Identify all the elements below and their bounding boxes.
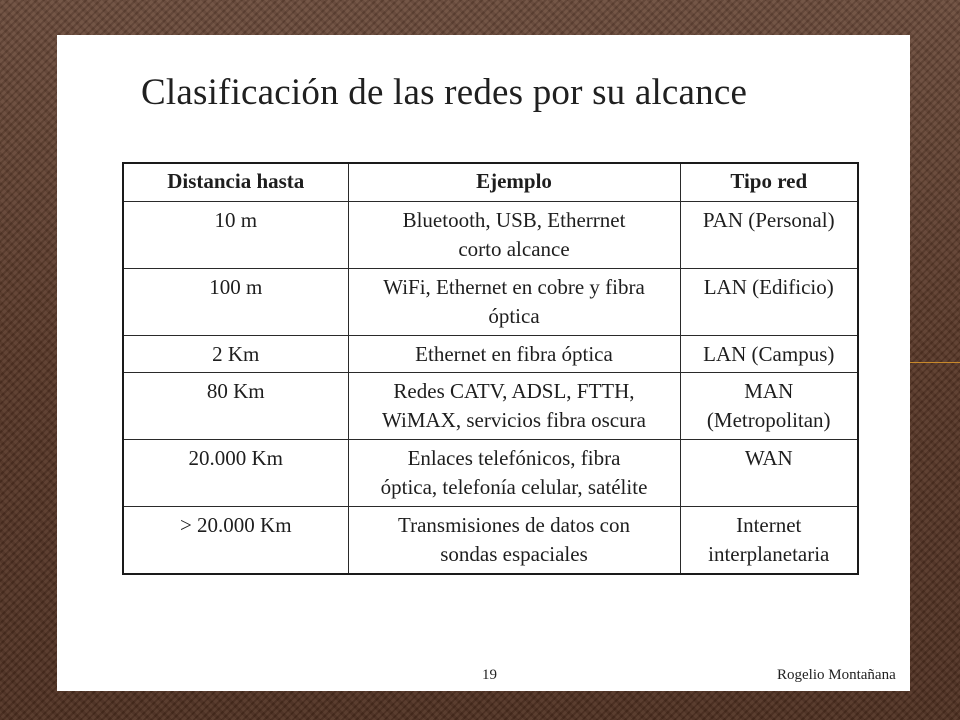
cell-text: (Metropolitan) (706, 408, 831, 432)
cell-text: Ethernet en fibra óptica (415, 342, 613, 366)
table-row (123, 373, 858, 440)
cell-text: 100 m (209, 275, 263, 299)
cell-text: Bluetooth, USB, Etherrnet (402, 208, 626, 232)
cell-text: Redes CATV, ADSL, FTTH, (393, 379, 635, 403)
cell-text: óptica, telefonía celular, satélite (380, 475, 648, 499)
cell-network-type (680, 202, 858, 269)
cell-text: PAN (Personal) (702, 208, 835, 232)
cell-text: > 20.000 Km (179, 513, 292, 537)
cell-distance (123, 269, 348, 336)
cell-network-type (680, 507, 858, 575)
header-network-type: Tipo red (680, 163, 858, 202)
cell-text: Transmisiones de datos con (398, 513, 630, 537)
cell-example (348, 440, 680, 507)
network-classification-table (122, 162, 859, 575)
slide (57, 35, 910, 691)
table-row (123, 336, 858, 373)
author-name: Rogelio Montañana (777, 667, 896, 683)
cell-text: Internet (736, 513, 802, 537)
table-row (123, 440, 858, 507)
cell-text: interplanetaria (708, 542, 830, 566)
cell-text: óptica (488, 304, 540, 328)
cell-example (348, 373, 680, 440)
header-distance: Distancia hasta (123, 163, 348, 202)
table-header-row (123, 163, 858, 202)
cell-text: 80 Km (206, 379, 265, 403)
page-number: 19 (482, 667, 497, 683)
cell-distance (123, 440, 348, 507)
table-row (123, 507, 858, 575)
cell-example (348, 507, 680, 575)
cell-text: sondas espaciales (440, 542, 588, 566)
cell-network-type (680, 336, 858, 373)
cell-example (348, 269, 680, 336)
cell-distance (123, 507, 348, 575)
header-example: Ejemplo (348, 163, 680, 202)
cell-distance (123, 373, 348, 440)
cell-text: WAN (744, 446, 793, 470)
cell-text: 10 m (214, 208, 258, 232)
cell-text: WiMAX, servicios fibra oscura (382, 408, 646, 432)
cell-text: LAN (Edificio) (703, 275, 834, 299)
cell-text: corto alcance (458, 237, 570, 261)
slide-title: Clasificación de las redes por su alcance (141, 72, 748, 113)
cell-text: 2 Km (212, 342, 260, 366)
table-row (123, 269, 858, 336)
cell-network-type (680, 440, 858, 507)
accent-divider-line (910, 362, 960, 363)
cell-text: LAN (Campus) (703, 342, 835, 366)
cell-text: 20.000 Km (188, 446, 283, 470)
cell-text: MAN (744, 379, 794, 403)
cell-text: Enlaces telefónicos, fibra (407, 446, 621, 470)
cell-network-type (680, 269, 858, 336)
cell-text: WiFi, Ethernet en cobre y fibra (383, 275, 645, 299)
cell-example (348, 336, 680, 373)
table-row (123, 202, 858, 269)
cell-example (348, 202, 680, 269)
cell-distance (123, 202, 348, 269)
cell-distance (123, 336, 348, 373)
cell-network-type (680, 373, 858, 440)
